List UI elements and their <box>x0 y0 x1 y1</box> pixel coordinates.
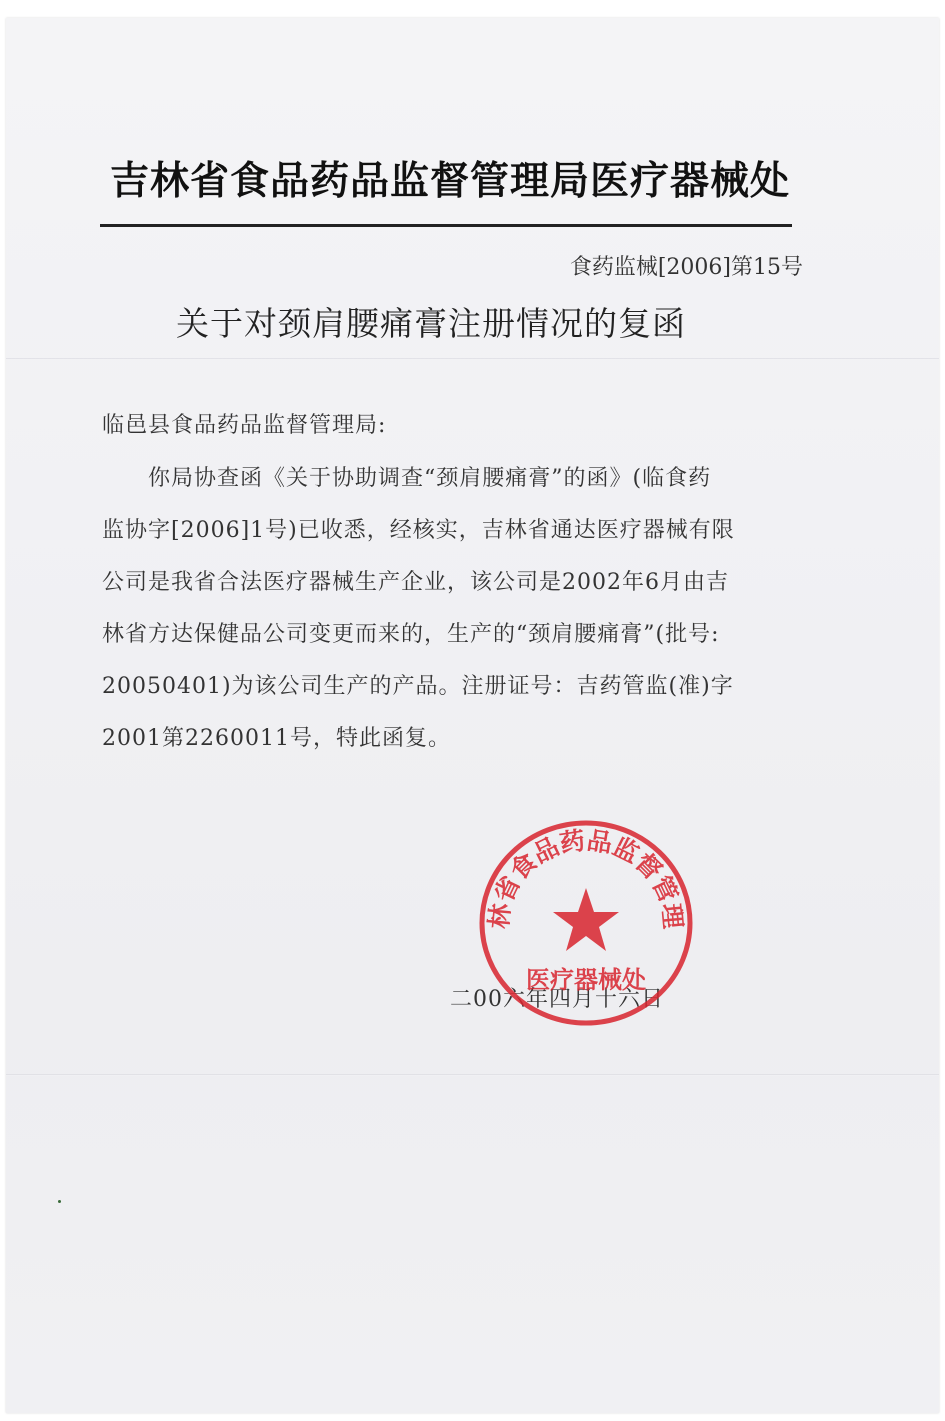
official-seal <box>476 818 696 1028</box>
paper-speck <box>58 1200 61 1203</box>
letter-paper <box>6 18 939 1413</box>
seal-outer-text: 林省食品药品监督管理 <box>484 825 688 930</box>
paper-fold-crease <box>6 358 939 360</box>
seal-inner-text: 医疗器械处 <box>526 966 646 994</box>
paper-fold-crease <box>6 1074 939 1076</box>
addressee: 临邑县食品药品监督管理局: <box>102 413 387 438</box>
letter-date: 二00六年四月十六日 <box>450 987 664 1012</box>
seal-stamp-graphic <box>476 818 696 1028</box>
body-line: 公司是我省合法医疗器械生产企业，该公司是2002年6月由吉 <box>102 570 729 595</box>
body-line: 监协字[2006]1号)已收悉，经核实，吉林省通达医疗器械有限 <box>102 518 735 543</box>
letterhead-title: 吉林省食品药品监督管理局医疗器械处 <box>109 159 790 204</box>
letterhead-rule <box>100 224 792 227</box>
document-number: 食药监械[2006]第15号 <box>569 255 803 280</box>
body-line: 你局协查函《关于协助调查“颈肩腰痛膏”的函》(临食药 <box>148 466 712 491</box>
body-line: 20050401)为该公司生产的产品。注册证号：吉药管监(准)字 <box>102 674 734 699</box>
body-line: 2001第2260011号，特此函复。 <box>102 726 451 751</box>
body-line: 林省方达保健品公司变更而来的，生产的“颈肩腰痛膏”(批号: <box>102 622 720 647</box>
letter-subject: 关于对颈肩腰痛膏注册情况的复函 <box>176 304 686 343</box>
seal-star-icon <box>553 888 619 951</box>
